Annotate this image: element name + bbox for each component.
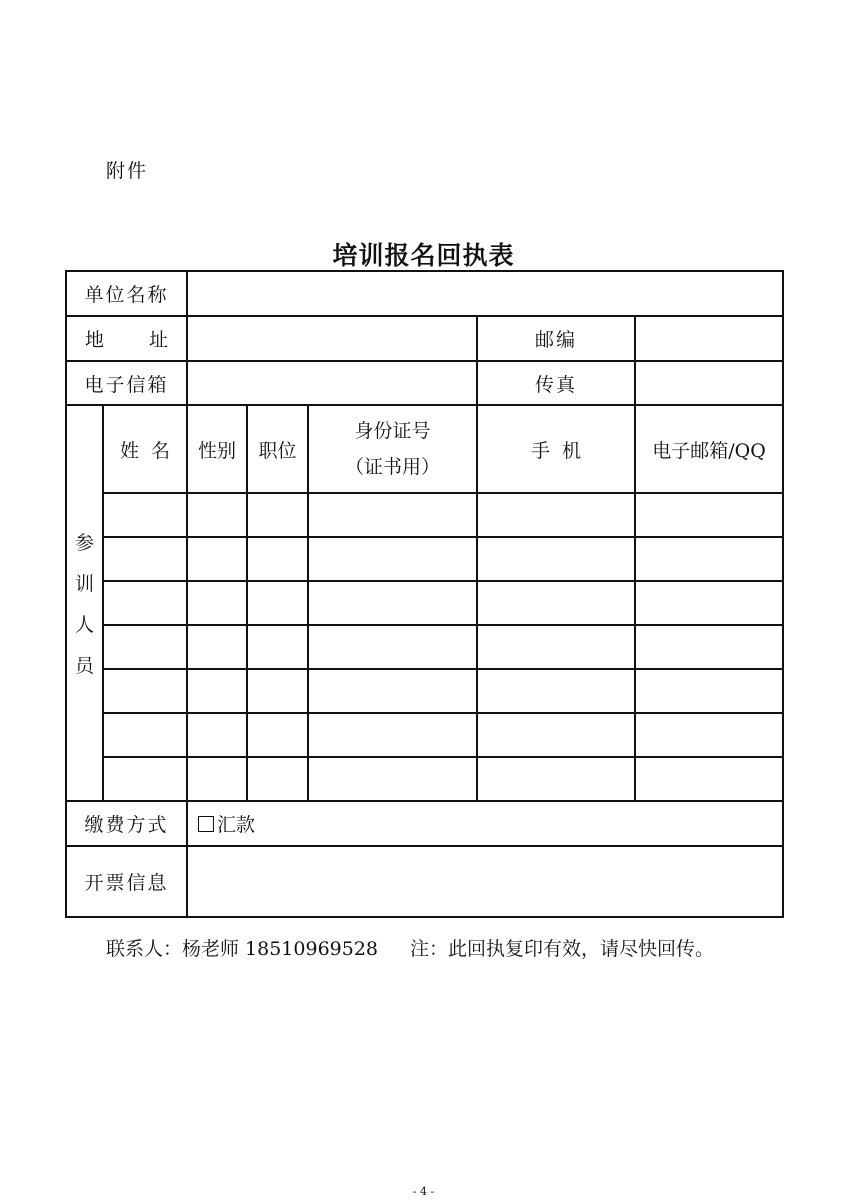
participant-id-cell[interactable] xyxy=(308,493,477,537)
participant-row xyxy=(66,493,783,537)
participant-position-cell[interactable] xyxy=(247,757,308,801)
fax-label: 传真 xyxy=(477,361,635,405)
address-field[interactable] xyxy=(187,316,477,361)
participant-id-cell[interactable] xyxy=(308,625,477,669)
copy-valid-note: 注：此回执复印有效，请尽快回传。 xyxy=(410,938,715,960)
participant-row xyxy=(66,669,783,713)
participant-name-cell[interactable] xyxy=(103,713,187,757)
participant-phone-cell[interactable] xyxy=(477,713,635,757)
participant-email-cell[interactable] xyxy=(635,713,783,757)
footer-line xyxy=(106,934,714,961)
participant-id-cell[interactable] xyxy=(308,757,477,801)
participant-position-cell[interactable] xyxy=(247,669,308,713)
invoice-field[interactable] xyxy=(187,846,783,917)
col-header-id-title: 身份证号 xyxy=(354,419,431,442)
col-header-name-char-2: 名 xyxy=(151,439,171,462)
col-header-name-char-1: 姓 xyxy=(119,439,139,462)
participant-name-cell[interactable] xyxy=(103,625,187,669)
participant-gender-cell[interactable] xyxy=(187,625,247,669)
invoice-row xyxy=(66,846,783,917)
address-label-char-1: 地 xyxy=(85,329,105,351)
col-header-email-qq: 电子邮箱/QQ xyxy=(635,405,783,493)
registration-form-table xyxy=(65,270,784,918)
participants-char-3: 人 xyxy=(74,614,94,636)
payment-options xyxy=(187,801,783,846)
participants-label xyxy=(66,405,103,801)
email-field[interactable] xyxy=(187,361,477,405)
unit-name-label: 单位名称 xyxy=(66,271,187,316)
col-header-gender: 性别 xyxy=(187,405,247,493)
participant-phone-cell[interactable] xyxy=(477,757,635,801)
participants-header-row xyxy=(66,405,783,493)
participant-email-cell[interactable] xyxy=(635,669,783,713)
remittance-checkbox[interactable] xyxy=(198,816,214,832)
participant-phone-cell[interactable] xyxy=(477,625,635,669)
participant-email-cell[interactable] xyxy=(635,493,783,537)
remittance-option-label: 汇款 xyxy=(217,814,256,836)
participant-email-cell[interactable] xyxy=(635,581,783,625)
postcode-label: 邮编 xyxy=(477,316,635,361)
participant-email-cell[interactable] xyxy=(635,625,783,669)
participants-char-1: 参 xyxy=(74,532,94,554)
col-header-phone-char-2: 机 xyxy=(562,439,582,462)
address-row xyxy=(66,316,783,361)
participant-row xyxy=(66,537,783,581)
participant-phone-cell[interactable] xyxy=(477,493,635,537)
attachment-label: 附件 xyxy=(106,160,149,182)
participant-position-cell[interactable] xyxy=(247,581,308,625)
address-label-char-2: 址 xyxy=(149,329,169,351)
participant-name-cell[interactable] xyxy=(103,493,187,537)
payment-row xyxy=(66,801,783,846)
address-label xyxy=(66,316,187,361)
email-row xyxy=(66,361,783,405)
col-header-position: 职位 xyxy=(247,405,308,493)
participant-gender-cell[interactable] xyxy=(187,757,247,801)
col-header-name xyxy=(103,405,187,493)
page-number: - 4 - xyxy=(412,1185,435,1198)
invoice-label: 开票信息 xyxy=(66,846,187,917)
email-label: 电子信箱 xyxy=(66,361,187,405)
col-header-phone-char-1: 手 xyxy=(530,439,550,462)
participant-name-cell[interactable] xyxy=(103,581,187,625)
contact-info: 联系人：杨老师 18510969528 xyxy=(106,938,379,960)
participant-gender-cell[interactable] xyxy=(187,493,247,537)
participant-id-cell[interactable] xyxy=(308,713,477,757)
form-title: 培训报名回执表 xyxy=(332,241,515,270)
postcode-field[interactable] xyxy=(635,316,783,361)
col-header-id-note: （证书用） xyxy=(345,456,441,478)
participants-char-2: 训 xyxy=(74,573,94,595)
participant-position-cell[interactable] xyxy=(247,537,308,581)
payment-label: 缴费方式 xyxy=(66,801,187,846)
participant-email-cell[interactable] xyxy=(635,757,783,801)
participant-email-cell[interactable] xyxy=(635,537,783,581)
participant-phone-cell[interactable] xyxy=(477,581,635,625)
unit-name-row xyxy=(66,271,783,316)
participant-gender-cell[interactable] xyxy=(187,581,247,625)
participant-name-cell[interactable] xyxy=(103,537,187,581)
participant-name-cell[interactable] xyxy=(103,669,187,713)
participant-row xyxy=(66,581,783,625)
participant-position-cell[interactable] xyxy=(247,493,308,537)
fax-field[interactable] xyxy=(635,361,783,405)
col-header-phone xyxy=(477,405,635,493)
participant-gender-cell[interactable] xyxy=(187,713,247,757)
participant-position-cell[interactable] xyxy=(247,625,308,669)
col-header-id-number xyxy=(308,405,477,493)
participant-row xyxy=(66,757,783,801)
participants-char-4: 员 xyxy=(74,655,94,677)
participant-phone-cell[interactable] xyxy=(477,537,635,581)
participant-name-cell[interactable] xyxy=(103,757,187,801)
participant-gender-cell[interactable] xyxy=(187,669,247,713)
participant-id-cell[interactable] xyxy=(308,537,477,581)
participant-phone-cell[interactable] xyxy=(477,669,635,713)
unit-name-field[interactable] xyxy=(187,271,783,316)
participant-id-cell[interactable] xyxy=(308,581,477,625)
participant-row xyxy=(66,625,783,669)
participant-row xyxy=(66,713,783,757)
participant-position-cell[interactable] xyxy=(247,713,308,757)
participant-id-cell[interactable] xyxy=(308,669,477,713)
participant-gender-cell[interactable] xyxy=(187,537,247,581)
